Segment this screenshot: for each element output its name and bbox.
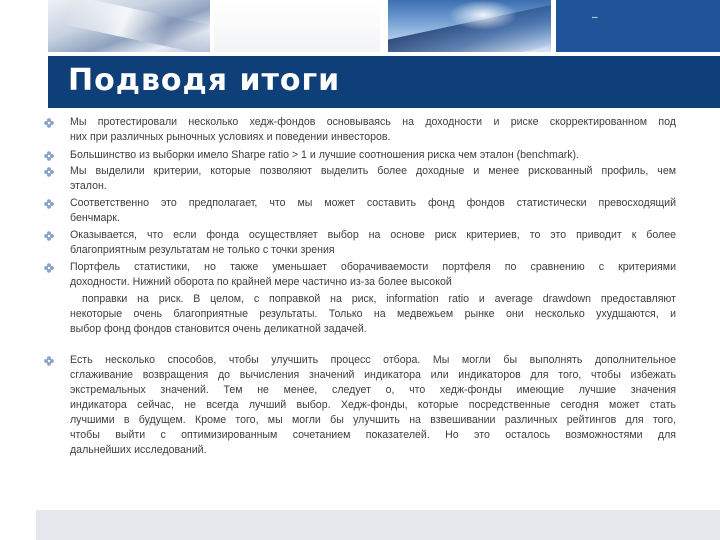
bullet-diamond-icon bbox=[44, 151, 54, 161]
paragraph-line-3: выбор фонд фондов становится очень деликатной задачей. bbox=[70, 323, 367, 335]
bullet-5-line-1: Оказывается, что если фонда осуществляет выбор на основе риск критериев, то это приводит к более bbox=[70, 229, 676, 241]
bullet-6-line-1: Портфель статистики, но также уменьшает оборачиваемости портфеля по сравнению с критериями bbox=[70, 261, 676, 273]
bullet-7-line-1: Есть несколько способов, чтобы улучшить процесс отбора. Мы могли бы выполнять дополнительное bbox=[70, 354, 676, 366]
bullet-6-line-2: доходности. Нижний оборота по крайней мере частично из-за более высокой bbox=[70, 276, 452, 288]
header-photo-blank bbox=[214, 0, 380, 52]
bullet-diamond-icon bbox=[44, 231, 54, 241]
bullet-diamond-icon bbox=[44, 263, 54, 273]
bullet-diamond-icon bbox=[44, 118, 54, 128]
paragraph-line-1: поправки на риск. В целом, с поправкой на риск, information ratio и average drawdown предоставляют bbox=[82, 293, 676, 305]
bullet-3-line-1: Мы выделили критерии, которые позволяют выделить более доходные и менее рискованный профиль, чем bbox=[70, 165, 676, 177]
paragraph-line-2: некоторые очень благоприятные результаты. Только на медвежьем рынке они несколько ухудшаются, и bbox=[70, 308, 676, 320]
header-photo-sky bbox=[388, 0, 551, 52]
bullet-1-line-2: них при различных рыночных условиях и поведении инвесторов. bbox=[70, 131, 391, 143]
bullet-7-line-6: чтобы выйти с оптимизированным сочетанием показателей. Но это осталось возможностями для bbox=[70, 429, 676, 441]
bullet-4-line-2: бенчмарк. bbox=[70, 212, 120, 224]
title-bar-left-gap bbox=[0, 56, 48, 108]
bullet-diamond-icon bbox=[44, 356, 54, 366]
bullet-7-line-3: экстремальных значений. Тем не менее, следует о, что хедж-фонды имеющие лучшие значения bbox=[70, 384, 676, 396]
header-photo-blue bbox=[556, 0, 720, 52]
bullet-7-line-2: сглаживание возвращения до вычисления значений индикатора или индикаторов для того, чтобы избежать bbox=[70, 369, 676, 381]
bullet-7-line-5: лучшими в будущем. Кроме того, мы могли бы улучшить на взвешивании различных рейтингов для того, bbox=[70, 414, 676, 426]
footer-bar bbox=[36, 510, 720, 540]
bullet-5-line-2: благоприятным результатам не только с точки зрения bbox=[70, 244, 335, 256]
bullet-4-line-1: Соответственно это предполагает, что мы может составить фонд фондов статистически превосходящий bbox=[70, 197, 676, 209]
bullet-diamond-icon bbox=[44, 199, 54, 209]
bullet-3-line-2: эталон. bbox=[70, 180, 107, 192]
bullet-1-line-1: Мы протестировали несколько хедж-фондов основываясь на доходности и риске скорректированном под bbox=[70, 116, 676, 128]
bullet-7-line-4: индикатора сейчас, не всегда лучший выбор. Хедж-фонды, которые посредственные сегодня может стать bbox=[70, 399, 676, 411]
bullet-7-line-7: дальнейших исследований. bbox=[70, 444, 207, 456]
header-photo-keyboard bbox=[48, 0, 210, 52]
bullet-diamond-icon bbox=[44, 167, 54, 177]
page-title: Подводя итоги bbox=[68, 63, 341, 98]
bullet-2-line-1: Большинство из выборки имело Sharpe ratio > 1 и лучшие соотношения риска чем эталон (benchmark). bbox=[70, 149, 580, 161]
header-logo-mark: – bbox=[592, 12, 598, 23]
